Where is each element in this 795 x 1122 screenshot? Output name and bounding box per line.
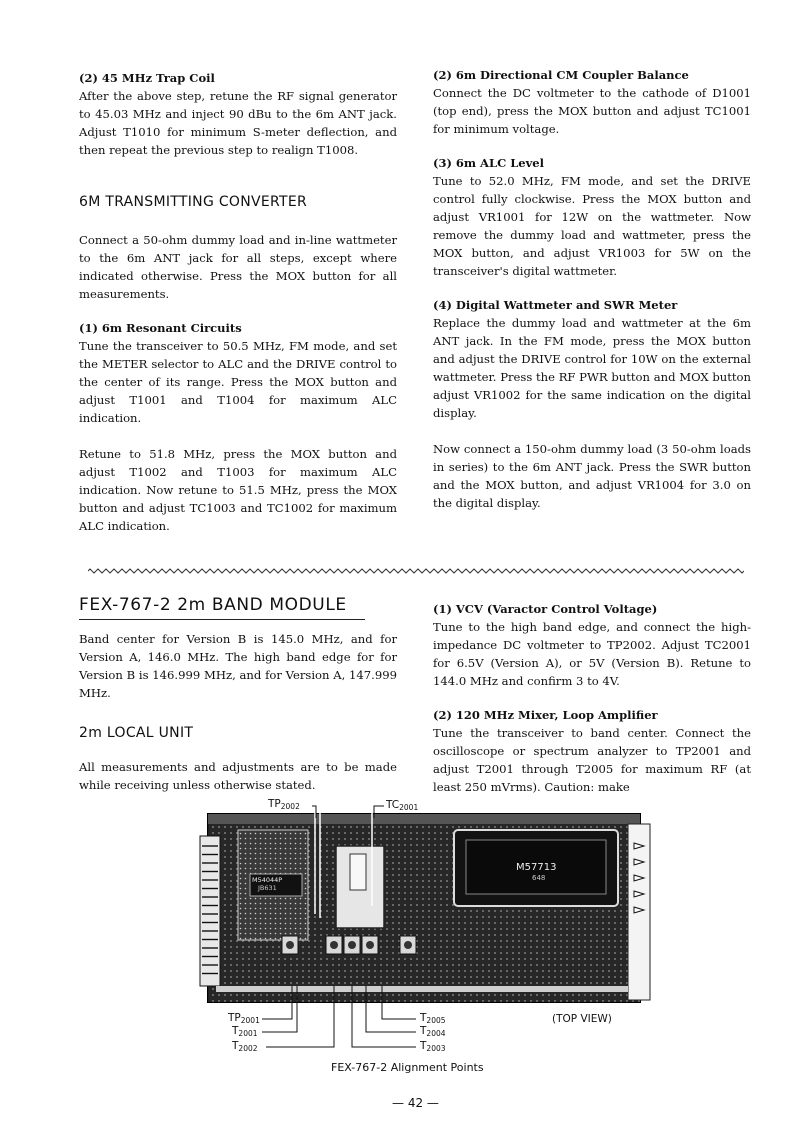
local-unit-text: All measurements and adjustments are to be made while receiving unless otherwise stated.: [79, 760, 397, 792]
label-t2003: $T_{2003}$: [420, 1040, 446, 1053]
trap-coil-text: After the above step, retune the RF signal generator to 45.03 MHz and inject 90 dBu to the 6m ANT jack. Adjust T1010 for minimum S-meter deflection, and then repeat the previous step to realign T1008.: [79, 89, 397, 157]
label-t2004: $T_{2004}$: [420, 1025, 446, 1038]
label-t2001: $T_{2001}$: [232, 1025, 258, 1038]
swr-text-2: Now connect a 150-ohm dummy load (3 50-ohm loads in series) to the 6m ANT jack. Press the SWR button and the MOX button, and adjust VR1004 for 3.0 on the digital display.: [433, 442, 751, 510]
resonant-text-2: Retune to 51.8 MHz, press the MOX button and adjust T1002 and T1003 for maximum ALC indication. Now retune to 51.5 MHz, press the MOX button and adjust TC1003 and TC1002 for maximum ALC indication.: [79, 447, 397, 533]
mixer-heading: (2) 120 MHz Mixer, Loop Amplifier: [433, 708, 658, 722]
local-unit-title: 2m LOCAL UNIT: [79, 725, 194, 741]
hybrid-module-label: M57713: [516, 862, 557, 873]
band-center-text: Band center for Version B is 145.0 MHz, and for Version A, 146.0 MHz. The high band edge for for Version B is 146.999 MHz, and for Version A, 147.999 MHz.: [79, 632, 397, 700]
coupler-text: Connect the DC voltmeter to the cathode of D1001 (top end), press the MOX button and adjust TC1001 for minimum voltage.: [433, 86, 751, 136]
resonant-text-1: Tune the transceiver to 50.5 MHz, FM mode, and set the METER selector to ALC and the DRIVE control to the center of its range. Press the MOX button and adjust T1001 and T1004 for maximum ALC indication.: [79, 339, 397, 425]
page-number: — 42 —: [392, 1096, 439, 1110]
trap-coil-heading: (2) 45 MHz Trap Coil: [79, 71, 215, 85]
label-tp2001: $TP_{2001}$: [228, 1012, 260, 1025]
figure-caption: FEX-767-2 Alignment Points: [331, 1061, 484, 1074]
swr-heading: (4) Digital Wattmeter and SWR Meter: [433, 298, 678, 312]
top-view-label: (TOP VIEW): [552, 1013, 612, 1025]
label-tp2002: $TP_{2002}$: [268, 798, 300, 811]
ic-label: M54044P: [252, 876, 283, 884]
converter-title: 6M TRANSMITTING CONVERTER: [79, 194, 308, 210]
label-t2005: $T_{2005}$: [420, 1012, 446, 1025]
label-tc2001: $TC_{2001}$: [386, 799, 419, 812]
resonant-heading: (1) 6m Resonant Circuits: [79, 321, 242, 335]
alc-heading: (3) 6m ALC Level: [433, 156, 544, 170]
label-t2002: $T_{2002}$: [232, 1040, 258, 1053]
converter-intro: Connect a 50-ohm dummy load and in-line wattmeter to the 6m ANT jack for all steps, except where indicated otherwise. Press the MOX button for all measurements.: [79, 233, 397, 301]
alc-text: Tune to 52.0 MHz, FM mode, and set the DRIVE control fully clockwise. Press the MOX button and adjust VR1001 for 12W on the wattmeter. Now remove the dummy load and wattmeter, press the MOX button, and adjust VR1003 for 5W on the transceiver's digital wattmeter.: [433, 174, 751, 278]
coupler-heading: (2) 6m Directional CM Coupler Balance: [433, 68, 689, 82]
swr-text-1: Replace the dummy load and wattmeter at the 6m ANT jack. In the FM mode, press the MOX button and adjust the DRIVE control for 10W on the external wattmeter. Press the RF PWR button and MOX button adjust VR1002 for the same indication on the digital display.: [433, 316, 751, 420]
vcv-text: Tune to the high band edge, and connect the high-impedance DC voltmeter to TP2002. Adjust TC2001 for 6.5V (Version A), or 5V (Version B). Retune to 144.0 MHz and confirm 3 to 4V.: [433, 620, 751, 688]
vcv-heading: (1) VCV (Varactor Control Voltage): [433, 602, 658, 616]
mixer-text: Tune the transceiver to band center. Connect the oscilloscope or spectrum analyzer to TP2001 and adjust T2001 through T2005 for maximum RF (at least 250 mVrms). Caution: make: [433, 726, 751, 794]
hybrid-module-sublabel: 648: [532, 874, 546, 882]
ic-sublabel: JB631: [258, 884, 277, 892]
module-title: FEX-767-2 2m BAND MODULE: [79, 595, 347, 615]
